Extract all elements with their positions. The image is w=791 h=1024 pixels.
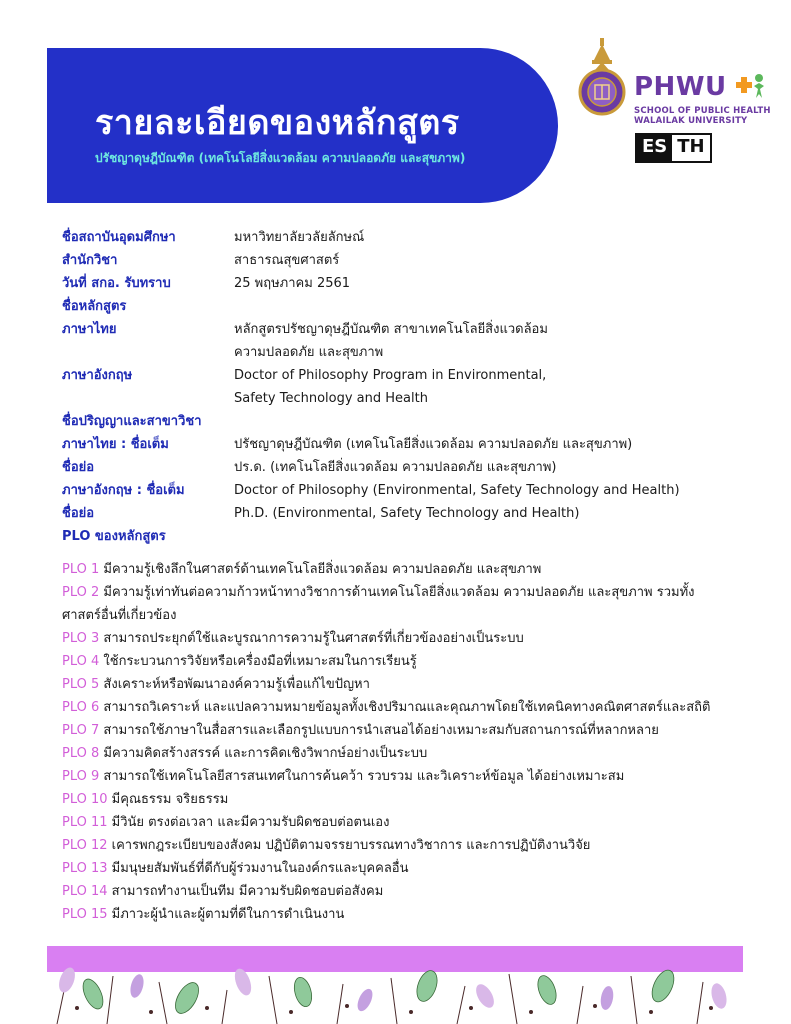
phwu-university-name: WALAILAK UNIVERSITY bbox=[634, 116, 748, 126]
plo-text: สามารถวิเคราะห์ และแปลความหมายข้อมูลทั้งเชิงปริมาณและคุณภาพโดยใช้เทคนิคทางคณิตศาสตร์และสถิติ bbox=[103, 700, 711, 715]
plo-tag: PLO 1 bbox=[62, 562, 100, 577]
thai-abbr-value: ปร.ด. (เทคโนโลยีสิ่งแวดล้อม ความปลอดภัย และสุขภาพ) bbox=[234, 460, 557, 475]
list-item bbox=[62, 903, 774, 926]
info-row-program-heading bbox=[62, 295, 782, 318]
plo-tag: PLO 11 bbox=[62, 815, 108, 830]
leaf-pattern-icon bbox=[47, 946, 743, 1024]
health-cross-icon bbox=[732, 72, 766, 102]
plo-tag: PLO 5 bbox=[62, 677, 100, 692]
school-value: สาธารณสุขศาสตร์ bbox=[234, 253, 340, 268]
institution-value: มหาวิทยาลัยวลัยลักษณ์ bbox=[234, 230, 365, 245]
phwu-wordmark: PHWU bbox=[634, 72, 727, 102]
info-row-thai-name bbox=[62, 318, 782, 341]
plo-text: มีความรู้เท่าทันต่อความก้าวหน้าทางวิชาการด้านเทคโนโลยีสิ่งแวดล้อม ความปลอดภัย และสุขภาพ รวมทั้ง bbox=[103, 585, 695, 600]
plo-text: สามารถใช้เทคโนโลยีสารสนเทศในการค้นคว้า รวบรวม และวิเคราะห์ข้อมูล ได้อย่างเหมาะสม bbox=[103, 769, 625, 784]
thai-value-line1: หลักสูตรปรัชญาดุษฎีบัณฑิต สาขาเทคโนโลยีสิ่งแวดล้อม bbox=[234, 322, 548, 337]
info-row-institution bbox=[62, 226, 782, 249]
eng-label: ภาษาอังกฤษ bbox=[62, 368, 133, 383]
list-item bbox=[62, 558, 774, 581]
plo-list bbox=[62, 558, 774, 926]
plo-tag: PLO 2 bbox=[62, 585, 100, 600]
plo-tag: PLO 9 bbox=[62, 769, 100, 784]
list-item bbox=[62, 857, 774, 880]
info-row-thai-abbr bbox=[62, 456, 782, 479]
info-row-eng-name bbox=[62, 364, 782, 387]
plo-tag: PLO 13 bbox=[62, 861, 108, 876]
university-seal-icon bbox=[574, 38, 630, 118]
esth-logo bbox=[635, 133, 712, 163]
decorative-footer bbox=[47, 946, 743, 1024]
list-item bbox=[62, 788, 774, 811]
eng-abbr-value: Ph.D. (Environmental, Safety Technology and Health) bbox=[234, 506, 580, 521]
school-label: สำนักวิชา bbox=[62, 253, 118, 268]
plo-tag: PLO 8 bbox=[62, 746, 100, 761]
program-heading: ชื่อหลักสูตร bbox=[62, 299, 127, 314]
degree-heading: ชื่อปริญญาและสาขาวิชา bbox=[62, 414, 202, 429]
eng-full-label: ภาษาอังกฤษ : ชื่อเต็ม bbox=[62, 483, 185, 498]
plo-text: ใช้กระบวนการวิจัยหรือเครื่องมือที่เหมาะสมในการเรียนรู้ bbox=[103, 654, 417, 669]
list-item bbox=[62, 627, 774, 650]
plo-text: มีมนุษยสัมพันธ์ที่ดีกับผู้ร่วมงานในองค์กรและบุคคลอื่น bbox=[111, 861, 409, 876]
esth-right: TH bbox=[672, 135, 709, 161]
plo-text: เคารพกฎระเบียบของสังคม ปฏิบัติตามจรรยาบรรณทางวิชาการ และการปฏิบัติงานวิจัย bbox=[111, 838, 591, 853]
thai-value-line2: ความปลอดภัย และสุขภาพ bbox=[234, 345, 384, 360]
eng-value-line2: Safety Technology and Health bbox=[234, 391, 428, 406]
plo-tag: PLO 14 bbox=[62, 884, 108, 899]
info-row-degree-heading bbox=[62, 410, 782, 433]
info-row-eng-name-cont bbox=[62, 387, 782, 410]
plo-text: มีคุณธรรม จริยธรรม bbox=[111, 792, 229, 807]
plo-text: มีภาวะผู้นำและผู้ตามที่ดีในการดำเนินงาน bbox=[111, 907, 345, 922]
esth-left: ES bbox=[637, 135, 672, 161]
plo-tag: PLO 12 bbox=[62, 838, 108, 853]
list-item bbox=[62, 742, 774, 765]
plo-tag: PLO 4 bbox=[62, 654, 100, 669]
plo-tag: PLO 6 bbox=[62, 700, 100, 715]
info-row-thai-name-cont bbox=[62, 341, 782, 364]
info-row-eng-abbr bbox=[62, 502, 782, 525]
phwu-school-name: SCHOOL OF PUBLIC HEALTH bbox=[634, 106, 771, 116]
thai-abbr-label: ชื่อย่อ bbox=[62, 460, 95, 475]
thai-label: ภาษาไทย bbox=[62, 322, 117, 337]
thai-full-label: ภาษาไทย : ชื่อเต็ม bbox=[62, 437, 169, 452]
info-row-school bbox=[62, 249, 782, 272]
plo-tag: PLO 15 bbox=[62, 907, 108, 922]
plo-text: สังเคราะห์หรือพัฒนาองค์ความรู้เพื่อแก้ไขปัญหา bbox=[103, 677, 370, 692]
page-title: รายละเอียดของหลักสูตร bbox=[95, 103, 460, 143]
plo-text: มีความรู้เชิงลึกในศาสตร์ด้านเทคโนโลยีสิ่งแวดล้อม ความปลอดภัย และสุขภาพ bbox=[103, 562, 542, 577]
list-item bbox=[62, 811, 774, 834]
date-label: วันที่ สกอ. รับทราบ bbox=[62, 276, 171, 291]
list-item bbox=[62, 834, 774, 857]
list-item bbox=[62, 673, 774, 696]
list-item bbox=[62, 581, 774, 627]
plo-text: สามารถใช้ภาษาในสื่อสารและเลือกรูปแบบการนำเสนอได้อย่างเหมาะสมกับสถานการณ์ที่หลากหลาย bbox=[103, 723, 659, 738]
eng-value-line1: Doctor of Philosophy Program in Environmental, bbox=[234, 368, 547, 383]
program-info bbox=[62, 226, 782, 548]
info-row-date bbox=[62, 272, 782, 295]
list-item bbox=[62, 719, 774, 742]
plo-tag: PLO 3 bbox=[62, 631, 100, 646]
list-item bbox=[62, 650, 774, 673]
logo-area bbox=[574, 34, 774, 164]
plo-text: มีวินัย ตรงต่อเวลา และมีความรับผิดชอบต่อตนเอง bbox=[111, 815, 390, 830]
eng-full-value: Doctor of Philosophy (Environmental, Safety Technology and Health) bbox=[234, 483, 680, 498]
info-row-eng-full bbox=[62, 479, 782, 502]
info-row-plo-heading bbox=[62, 525, 782, 548]
page-subtitle: ปรัชญาดุษฎีบัณฑิต (เทคโนโลยีสิ่งแวดล้อม ความปลอดภัย และสุขภาพ) bbox=[95, 151, 466, 165]
eng-abbr-label: ชื่อย่อ bbox=[62, 506, 95, 521]
plo-tag: PLO 10 bbox=[62, 792, 108, 807]
institution-label: ชื่อสถาบันอุดมศึกษา bbox=[62, 230, 176, 245]
list-item bbox=[62, 880, 774, 903]
plo-heading: PLO ของหลักสูตร bbox=[62, 529, 166, 544]
list-item bbox=[62, 765, 774, 788]
date-value: 25 พฤษภาคม 2561 bbox=[234, 276, 351, 291]
plo-text: สามารถทำงานเป็นทีม มีความรับผิดชอบต่อสังคม bbox=[111, 884, 384, 899]
plo-text-cont: ศาสตร์อื่นที่เกี่ยวข้อง bbox=[62, 608, 177, 623]
plo-tag: PLO 7 bbox=[62, 723, 100, 738]
list-item bbox=[62, 696, 774, 719]
header-banner bbox=[47, 48, 558, 203]
thai-full-value: ปรัชญาดุษฎีบัณฑิต (เทคโนโลยีสิ่งแวดล้อม ความปลอดภัย และสุขภาพ) bbox=[234, 437, 633, 452]
plo-text: มีความคิดสร้างสรรค์ และการคิดเชิงวิพากษ์อย่างเป็นระบบ bbox=[103, 746, 428, 761]
info-row-thai-full bbox=[62, 433, 782, 456]
plo-text: สามารถประยุกต์ใช้และบูรณาการความรู้ในศาสตร์ที่เกี่ยวข้องอย่างเป็นระบบ bbox=[103, 631, 524, 646]
